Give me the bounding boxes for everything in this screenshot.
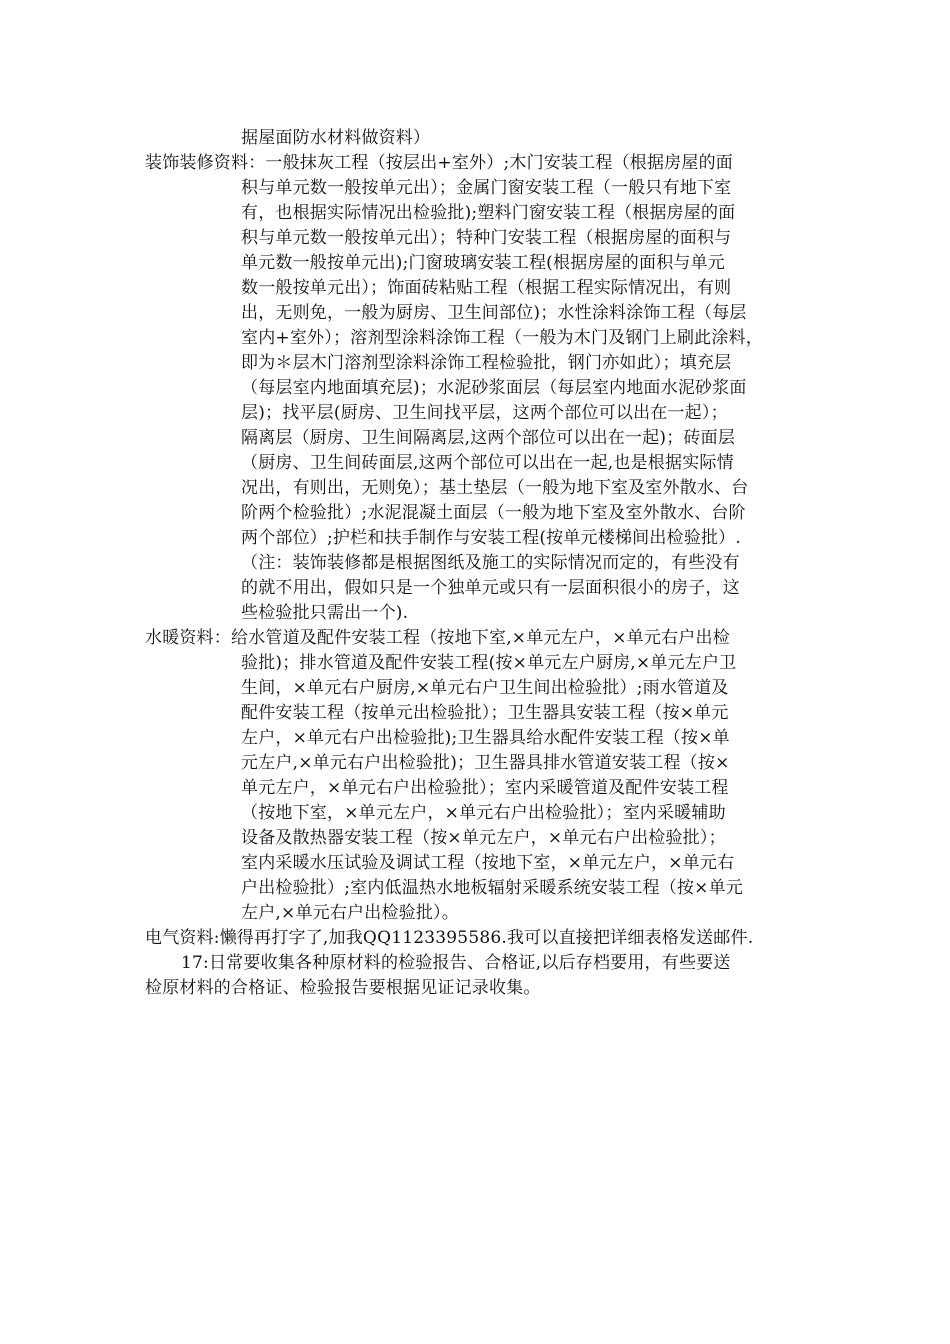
text-line: （厨房、卫生间砖面层,这两个部位可以出在一起,也是根据实际情 — [241, 453, 734, 473]
text-line: 单元左户，×单元右户出检验批）；室内采暖管道及配件安装工程 — [241, 778, 729, 798]
text-line: 配件安装工程（按单元出检验批）；卫生器具安装工程（按×单元 — [241, 703, 729, 723]
text-line: 设备及散热器安装工程（按×单元左户，×单元右户出检验批）； — [241, 828, 726, 848]
text-line: 的就不用出，假如只是一个独单元或只有一层面积很小的房子，这 — [241, 578, 740, 598]
text-line: 积与单元数一般按单元出）；特种门安装工程（根据房屋的面积与 — [241, 228, 732, 248]
text-line: 数一般按单元出）；饰面砖粘贴工程（根据工程实际情况出，有则 — [241, 278, 732, 298]
text-line: 隔离层（厨房、卫生间隔离层,这两个部位可以出在一起)；砖面层 — [241, 428, 736, 448]
text-line: 些检验批只需出一个). — [241, 603, 409, 623]
text-line: 积与单元数一般按单元出）；金属门窗安装工程（一般只有地下室 — [241, 178, 732, 198]
text-line: 室内采暖水压试验及调试工程（按地下室，×单元左户，×单元右 — [241, 853, 735, 873]
text-line: （按地下室，×单元左户，×单元右户出检验批）；室内采暖辅助 — [241, 803, 726, 823]
text-line: 阶两个检验批）;水泥混凝土面层（一般为地下室及室外散水、台阶 — [241, 503, 746, 523]
text-line: 有，也根据实际情况出检验批);塑料门窗安装工程（根据房屋的面 — [241, 203, 736, 223]
text-line: 出，无则免，一般为厨房、卫生间部位)；水性涂料涂饰工程（每层 — [241, 303, 747, 323]
text-line: 生间，×单元右户厨房,×单元右户卫生间出检验批）;雨水管道及 — [241, 678, 729, 698]
text-line: 装饰装修资料：一般抹灰工程（按层出+室外）;木门安装工程（根据房屋的面 — [145, 153, 733, 173]
text-line: 水暖资料：给水管道及配件安装工程（按地下室,×单元左户，×单元右户出检 — [145, 628, 730, 648]
text-line: 室内+室外）；溶剂型涂料涂饰工程（一般为木门及钢门上刷此涂料， — [241, 328, 763, 348]
text-line: 即为＊层木门溶剂型涂料涂饰工程检验批，钢门亦如此）；填充层 — [241, 353, 732, 373]
text-line: 两个部位）;护栏和扶手制作与安装工程(按单元楼梯间出检验批）. — [241, 528, 741, 548]
text-line: 左户,×单元右户出检验批）。 — [241, 903, 459, 923]
text-line: 层)；找平层(厨房、卫生间找平层，这两个部位可以出在一起）； — [241, 403, 728, 423]
text-line: 况出，有则出，无则免）；基土垫层（一般为地下室及室外散水、台 — [241, 478, 749, 498]
text-line: （注：装饰装修都是根据图纸及施工的实际情况而定的，有些没有 — [241, 553, 740, 573]
text-line: 据屋面防水材料做资料） — [241, 128, 431, 148]
text-line: 17:日常要收集各种原材料的检验报告、合格证,以后存档要用，有些要送 — [181, 953, 731, 973]
text-line: 元左户,×单元右户出检验批)；卫生器具排水管道安装工程（按× — [241, 753, 730, 773]
text-line: 户出检验批）;室内低温热水地板辐射采暖系统安装工程（按×单元 — [241, 878, 743, 898]
text-line: 验批)；排水管道及配件安装工程(按×单元左户厨房,×单元左户卫 — [241, 653, 737, 673]
text-line: 单元数一般按单元出);门窗玻璃安装工程(根据房屋的面积与单元 — [241, 253, 725, 273]
text-line: （每层室内地面填充层)；水泥砂浆面层（每层室内地面水泥砂浆面 — [241, 378, 747, 398]
text-line: 电气资料:懒得再打字了,加我QQ1123395586.我可以直接把详细表格发送邮件. — [145, 928, 754, 948]
text-line: 左户，×单元右户出检验批);卫生器具给水配件安装工程（按×单 — [241, 728, 730, 748]
text-line: 检原材料的合格证、检验报告要根据见证记录收集。 — [145, 978, 541, 998]
